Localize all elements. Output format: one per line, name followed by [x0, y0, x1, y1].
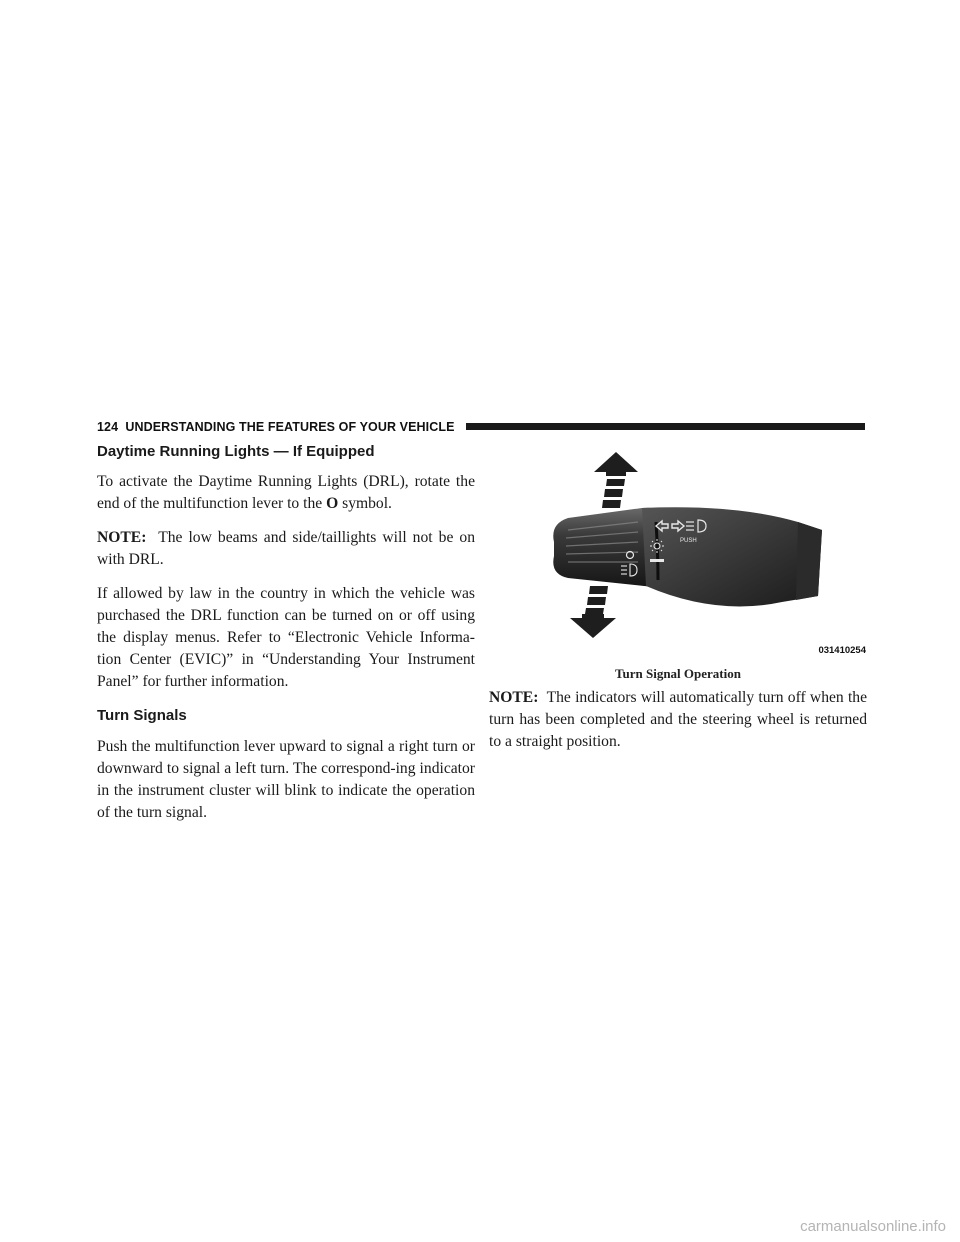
turn-signals-heading: Turn Signals [97, 707, 187, 724]
turn-signals-note-text: The indicators will automatically turn off when the turn has been completed and the steering wheel is returned to a straight position. [489, 689, 867, 750]
position-marker [650, 559, 664, 562]
figure-id: 031410254 [818, 645, 866, 656]
drl-paragraph [97, 471, 475, 515]
turn-signals-note [489, 687, 867, 753]
drl-paragraph-text: To activate the Daytime Running Lights (DRL), rotate the end of the multifunction lever to the [97, 473, 475, 512]
o-symbol: O [326, 495, 339, 512]
turn-signals-paragraph: Push the multifunction lever upward to signal a right turn or downward to signal a left turn. The correspond-ing indicator in the instrument cluster will blink to indicate the operation of the turn signal. [97, 738, 475, 821]
left-column [97, 443, 475, 824]
note-label-2: NOTE: [489, 689, 539, 706]
turn-signal-figure [546, 446, 868, 662]
drl-paragraph-end: symbol. [342, 495, 392, 512]
figure-caption: Turn Signal Operation [615, 666, 741, 681]
down-arrow-icon [570, 586, 616, 638]
lever-illustration [546, 446, 868, 662]
up-arrow-icon [594, 452, 638, 508]
header-rule [466, 423, 865, 430]
running-header [97, 420, 455, 434]
note-label: NOTE: [97, 529, 147, 546]
page-number: 124 [97, 420, 119, 434]
push-label: PUSH [680, 538, 697, 544]
drl-heading: Daytime Running Lights — If Equipped [97, 443, 375, 460]
drl-note [97, 527, 475, 571]
section-title: UNDERSTANDING THE FEATURES OF YOUR VEHICLE [125, 420, 455, 434]
page-header [97, 418, 865, 438]
right-column [489, 687, 867, 753]
watermark: carmanualsonline.info [800, 1218, 946, 1235]
drl-note-text: The low beams and side/taillights will not be on with DRL. [97, 529, 475, 568]
drl-evic-paragraph: If allowed by law in the country in which the vehicle was purchased the DRL function can be turned on or off using the display menus. Refer to “Electronic Vehicle Informa-tion Center (EVIC)” in “Understanding Your Instrument Panel” for further information. [97, 585, 475, 690]
